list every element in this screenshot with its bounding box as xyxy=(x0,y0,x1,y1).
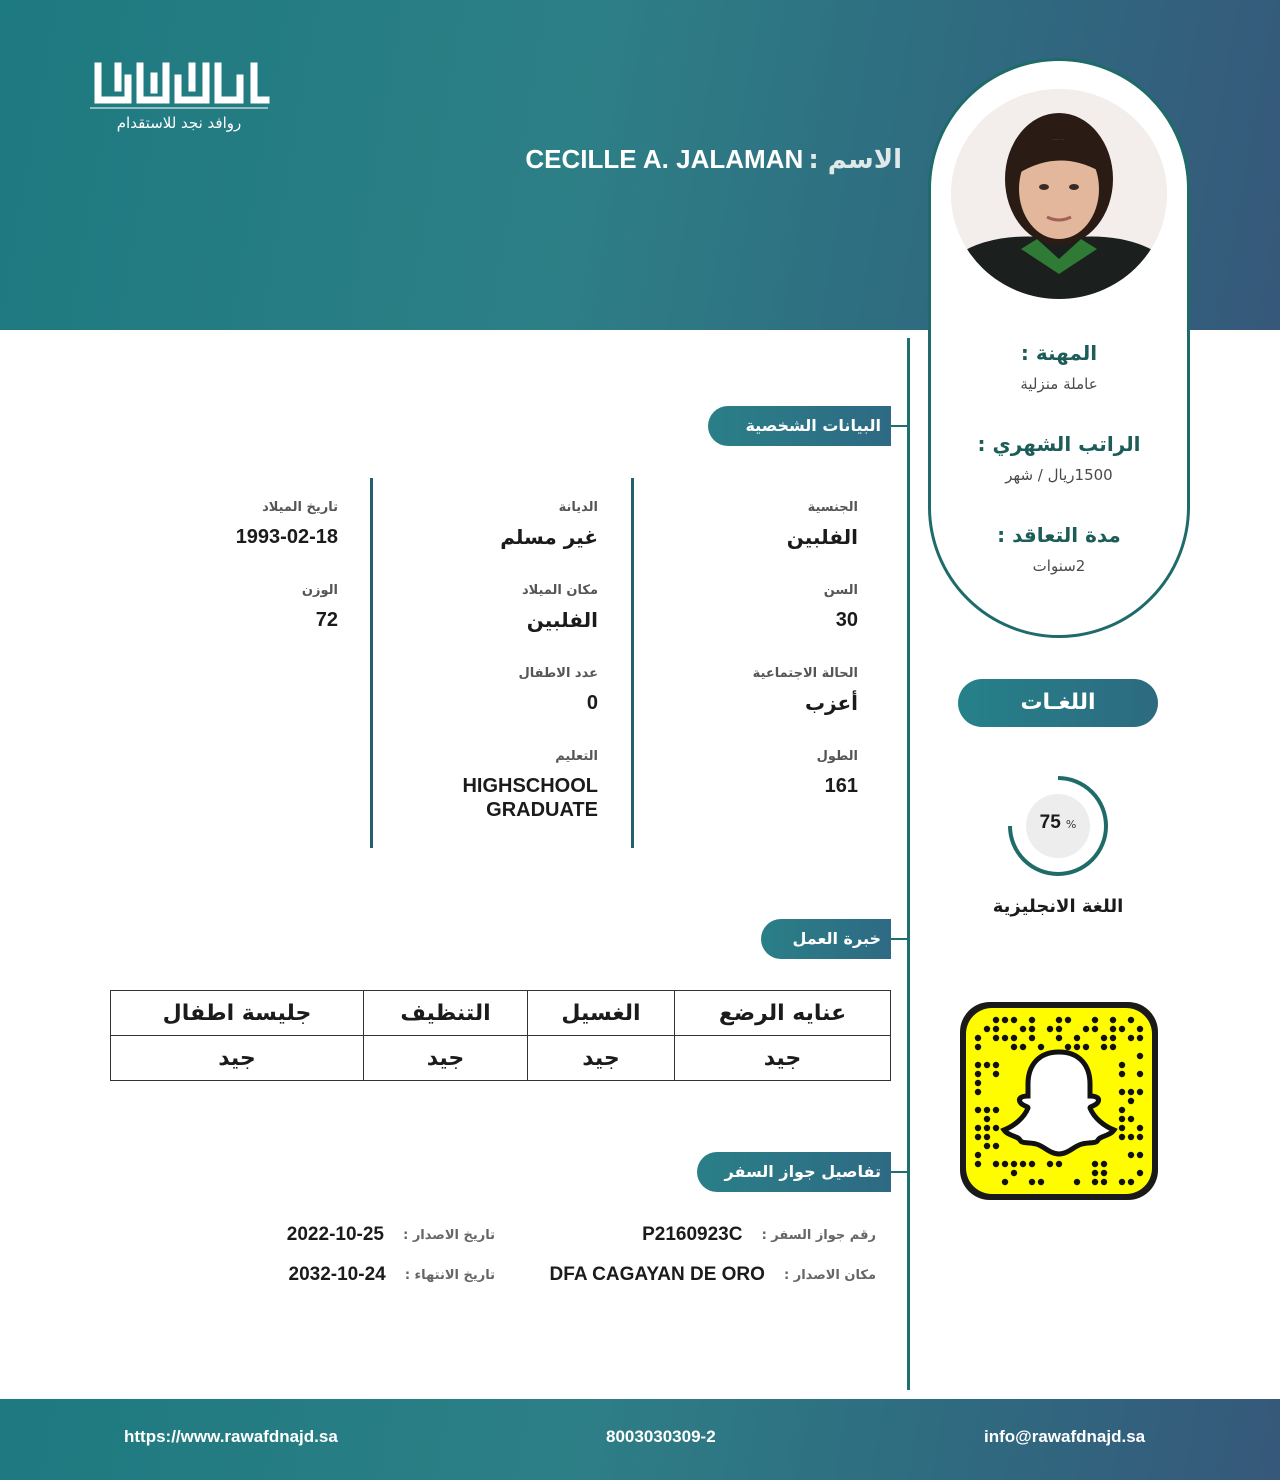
snapcode-dot xyxy=(1092,1170,1098,1176)
issue-place: DFA CAGAYAN DE ORO xyxy=(549,1264,765,1285)
snapcode-dot xyxy=(1011,1170,1017,1176)
snapcode-dot xyxy=(1101,1044,1107,1050)
field-label: الحالة الاجتماعية xyxy=(752,666,858,681)
percent-value: 75 xyxy=(1039,812,1061,833)
snapcode-dot xyxy=(1002,1161,1008,1167)
snapcode-dot xyxy=(1110,1026,1116,1032)
snapcode-dot xyxy=(1119,1116,1125,1122)
snapcode-dot xyxy=(1074,1035,1080,1041)
field-value: 30 xyxy=(835,609,858,631)
snapcode-dot xyxy=(1011,1161,1017,1167)
field-value: 1993-02-18 xyxy=(235,526,338,548)
section-personal-tag: البيانات الشخصية xyxy=(708,406,891,446)
weight-field xyxy=(140,583,338,632)
table-row xyxy=(111,1036,891,1081)
snapcode-dot xyxy=(975,1152,981,1158)
snapcode-dot xyxy=(984,1125,990,1131)
snapcode-dot xyxy=(1128,1116,1134,1122)
religion-field xyxy=(400,500,598,549)
snapcode-dot xyxy=(1083,1044,1089,1050)
field-label: الطول xyxy=(816,749,858,764)
languages-title: اللغـات xyxy=(958,679,1158,727)
profession-value: عاملة منزلية xyxy=(1020,375,1098,393)
timeline-line xyxy=(907,338,910,1390)
skill-header: عنايه الرضع xyxy=(675,991,891,1036)
snapcode-dot xyxy=(1128,1089,1134,1095)
candidate-name-line xyxy=(420,144,902,188)
field-value: غير مسلم xyxy=(500,525,598,549)
snapcode-dot xyxy=(1137,1071,1143,1077)
website-link[interactable]: https://www.rawafdnajd.sa xyxy=(124,1427,338,1446)
field-label: السن xyxy=(823,583,858,598)
snapcode-dot xyxy=(1011,1017,1017,1023)
skills-table xyxy=(110,990,891,1081)
snapcode-dot xyxy=(1119,1179,1125,1185)
snapcode-dot xyxy=(1011,1035,1017,1041)
nationality-field xyxy=(660,500,858,549)
snapcode-dot xyxy=(1020,1026,1026,1032)
snapcode-dot xyxy=(975,1080,981,1086)
issue-date-row xyxy=(260,1224,495,1248)
contract-field xyxy=(931,523,1187,575)
field-label: تاريخ الميلاد xyxy=(262,500,338,515)
expiry-date-label: تاريخ الانتهاء : xyxy=(404,1267,495,1283)
snapcode-dot xyxy=(1119,1134,1125,1140)
skill-header: الغسيل xyxy=(528,991,675,1036)
snapcode-dot xyxy=(1029,1017,1035,1023)
section-connector xyxy=(891,938,908,940)
field-label: مكان الميلاد xyxy=(521,583,598,598)
snapcode-dot xyxy=(1137,1035,1143,1041)
snapcode-dot xyxy=(1065,1044,1071,1050)
column-divider xyxy=(631,478,634,848)
snapcode-dot xyxy=(993,1035,999,1041)
issue-date-label: تاريخ الاصدار : xyxy=(403,1227,495,1243)
snapcode-dot xyxy=(1029,1179,1035,1185)
skill-level: جيد xyxy=(111,1036,364,1081)
email-link[interactable]: info@rawafdnajd.sa xyxy=(984,1427,1146,1446)
snapcode-dot xyxy=(1137,1089,1143,1095)
table-row xyxy=(111,991,891,1036)
snapcode-dot xyxy=(1056,1026,1062,1032)
expiry-date-row xyxy=(260,1264,495,1288)
contract-label: مدة التعاقد : xyxy=(997,523,1121,547)
snapcode-dot xyxy=(1002,1035,1008,1041)
snapcode-dot xyxy=(993,1071,999,1077)
snapcode-dot xyxy=(1128,1134,1134,1140)
profile-card xyxy=(928,58,1190,638)
snapcode-dot xyxy=(975,1062,981,1068)
snapcode-dot xyxy=(1029,1035,1035,1041)
passport-number-row xyxy=(500,1224,876,1248)
issue-date: 2022-10-25 xyxy=(286,1224,384,1245)
snapcode-dot xyxy=(1047,1026,1053,1032)
field-value: أعزب xyxy=(804,691,858,715)
snapcode-dot xyxy=(975,1089,981,1095)
name-label: الاسم : xyxy=(808,145,902,175)
snapcode-dot xyxy=(1128,1152,1134,1158)
snapcode-dot xyxy=(975,1035,981,1041)
snapcode-dot xyxy=(1137,1026,1143,1032)
snapcode-dot xyxy=(993,1143,999,1149)
snapcode-dot xyxy=(1038,1044,1044,1050)
language-name: اللغة الانجليزية xyxy=(992,896,1124,917)
snapcode-dot xyxy=(1083,1026,1089,1032)
passport-number: P2160923C xyxy=(642,1224,743,1245)
snapcode-dot xyxy=(1029,1026,1035,1032)
snapcode-dot xyxy=(1137,1134,1143,1140)
skill-level: جيد xyxy=(364,1036,528,1081)
marital-field xyxy=(660,666,858,715)
field-label: التعليم xyxy=(555,749,598,764)
snapcode-dot xyxy=(1101,1035,1107,1041)
snapcode-dot xyxy=(1101,1170,1107,1176)
snapcode-dot xyxy=(1128,1098,1134,1104)
snapcode-dot xyxy=(1137,1170,1143,1176)
field-label: الوزن xyxy=(301,583,338,598)
snapcode-dot xyxy=(1056,1035,1062,1041)
snapcode-dot xyxy=(1074,1044,1080,1050)
field-value: HIGHSCHOOL GRADUATE xyxy=(462,775,598,821)
snapcode-dot xyxy=(993,1161,999,1167)
snapcode-dot xyxy=(1002,1017,1008,1023)
snapcode-dot xyxy=(1101,1161,1107,1167)
snapcode-dot xyxy=(1119,1071,1125,1077)
section-connector xyxy=(891,425,908,427)
snapcode-dot xyxy=(984,1134,990,1140)
snapcode-dot xyxy=(1029,1161,1035,1167)
snapcode-dot xyxy=(984,1107,990,1113)
footer-bar xyxy=(0,1399,1280,1480)
snapcode-dot xyxy=(975,1071,981,1077)
snapcode-dot xyxy=(975,1161,981,1167)
birthdate-field xyxy=(140,500,338,549)
section-experience-tag: خبرة العمل xyxy=(761,919,891,959)
language-percent xyxy=(1020,812,1096,834)
snapcode-dot xyxy=(1101,1179,1107,1185)
birthplace-field xyxy=(400,583,598,632)
profession-field xyxy=(931,341,1187,393)
snapcode-dot xyxy=(1119,1107,1125,1113)
snapcode-dot xyxy=(984,1062,990,1068)
salary-field xyxy=(931,432,1187,484)
column-divider xyxy=(370,478,373,848)
age-field xyxy=(660,583,858,632)
snapcode-dot xyxy=(1056,1017,1062,1023)
snapcode-dot xyxy=(1110,1035,1116,1041)
snapcode-dot xyxy=(1119,1026,1125,1032)
snapchat-ghost-icon[interactable] xyxy=(958,1000,1160,1202)
snapcode-dot xyxy=(1092,1017,1098,1023)
skill-header: التنظيف xyxy=(364,991,528,1036)
candidate-name: CECILLE A. JALAMAN xyxy=(525,144,804,174)
skill-level: جيد xyxy=(528,1036,675,1081)
expiry-date: 2032-10-24 xyxy=(288,1264,386,1285)
snapcode-dot xyxy=(1110,1017,1116,1023)
skill-level: جيد xyxy=(675,1036,891,1081)
profession-label: المهنة : xyxy=(1020,341,1098,365)
passport-number-label: رقم جواز السفر : xyxy=(761,1227,876,1243)
snapcode-dot xyxy=(984,1026,990,1032)
salary-label: الراتب الشهري : xyxy=(977,432,1141,456)
skill-header: جليسة اطفال xyxy=(111,991,364,1036)
snapcode-dot xyxy=(1002,1179,1008,1185)
candidate-photo xyxy=(951,89,1167,299)
snapcode-dot xyxy=(1128,1017,1134,1023)
snapcode-dot xyxy=(975,1044,981,1050)
salary-value: 1500ريال / شهر xyxy=(1005,466,1113,484)
field-value: 0 xyxy=(586,692,598,714)
snapcode-dot xyxy=(1056,1161,1062,1167)
snapcode-dot xyxy=(1020,1044,1026,1050)
snapcode-dot xyxy=(1038,1179,1044,1185)
snapcode-dot xyxy=(1119,1062,1125,1068)
snapcode-dot xyxy=(1065,1017,1071,1023)
snapcode-dot xyxy=(1128,1179,1134,1185)
field-value: الفلبين xyxy=(786,525,858,549)
snapcode-dot xyxy=(993,1017,999,1023)
snapcode-dot xyxy=(975,1134,981,1140)
section-passport-tag: تفاصيل جواز السفر xyxy=(697,1152,891,1192)
snapcode-dot xyxy=(975,1107,981,1113)
snapcode-dot xyxy=(993,1062,999,1068)
snapcode-dot xyxy=(1020,1161,1026,1167)
snapcode-dot xyxy=(1092,1179,1098,1185)
field-label: عدد الاطفال xyxy=(518,666,598,681)
snapcode-dot xyxy=(984,1143,990,1149)
snapcode-dot xyxy=(1110,1044,1116,1050)
issue-place-row xyxy=(500,1264,876,1288)
snapcode-dot xyxy=(1137,1152,1143,1158)
logo-tagline: روافد نجد للاستقدام xyxy=(116,114,242,132)
issue-place-label: مكان الاصدار : xyxy=(784,1267,876,1283)
snapcode-dot xyxy=(993,1107,999,1113)
field-label: الجنسية xyxy=(807,500,858,515)
snapcode-dot xyxy=(1074,1179,1080,1185)
snapcode-dot xyxy=(984,1116,990,1122)
field-label: الديانة xyxy=(558,500,598,515)
snapcode-dot xyxy=(1137,1125,1143,1131)
snapcode-dot xyxy=(975,1125,981,1131)
snapcode-dot xyxy=(1092,1161,1098,1167)
snapcode-dot xyxy=(1011,1044,1017,1050)
snapcode-dot xyxy=(993,1026,999,1032)
snapcode-dot xyxy=(1128,1035,1134,1041)
section-connector xyxy=(891,1171,908,1173)
children-field xyxy=(400,666,598,715)
contract-value: 2سنوات xyxy=(1032,557,1086,575)
phone-number[interactable]: 8003030309-2 xyxy=(606,1427,716,1446)
snapcode-dot xyxy=(993,1125,999,1131)
field-value: الفلبين xyxy=(526,608,598,632)
height-field xyxy=(660,749,858,798)
education-field xyxy=(400,749,598,822)
field-value: 72 xyxy=(315,609,338,631)
percent-sign: % xyxy=(1065,818,1077,831)
field-value: 161 xyxy=(824,775,858,797)
snapcode-dot xyxy=(1119,1125,1125,1131)
snapcode-dot xyxy=(1119,1089,1125,1095)
snapcode-dot xyxy=(1137,1053,1143,1059)
snapcode-dot xyxy=(1047,1161,1053,1167)
snapcode-dot xyxy=(1092,1026,1098,1032)
